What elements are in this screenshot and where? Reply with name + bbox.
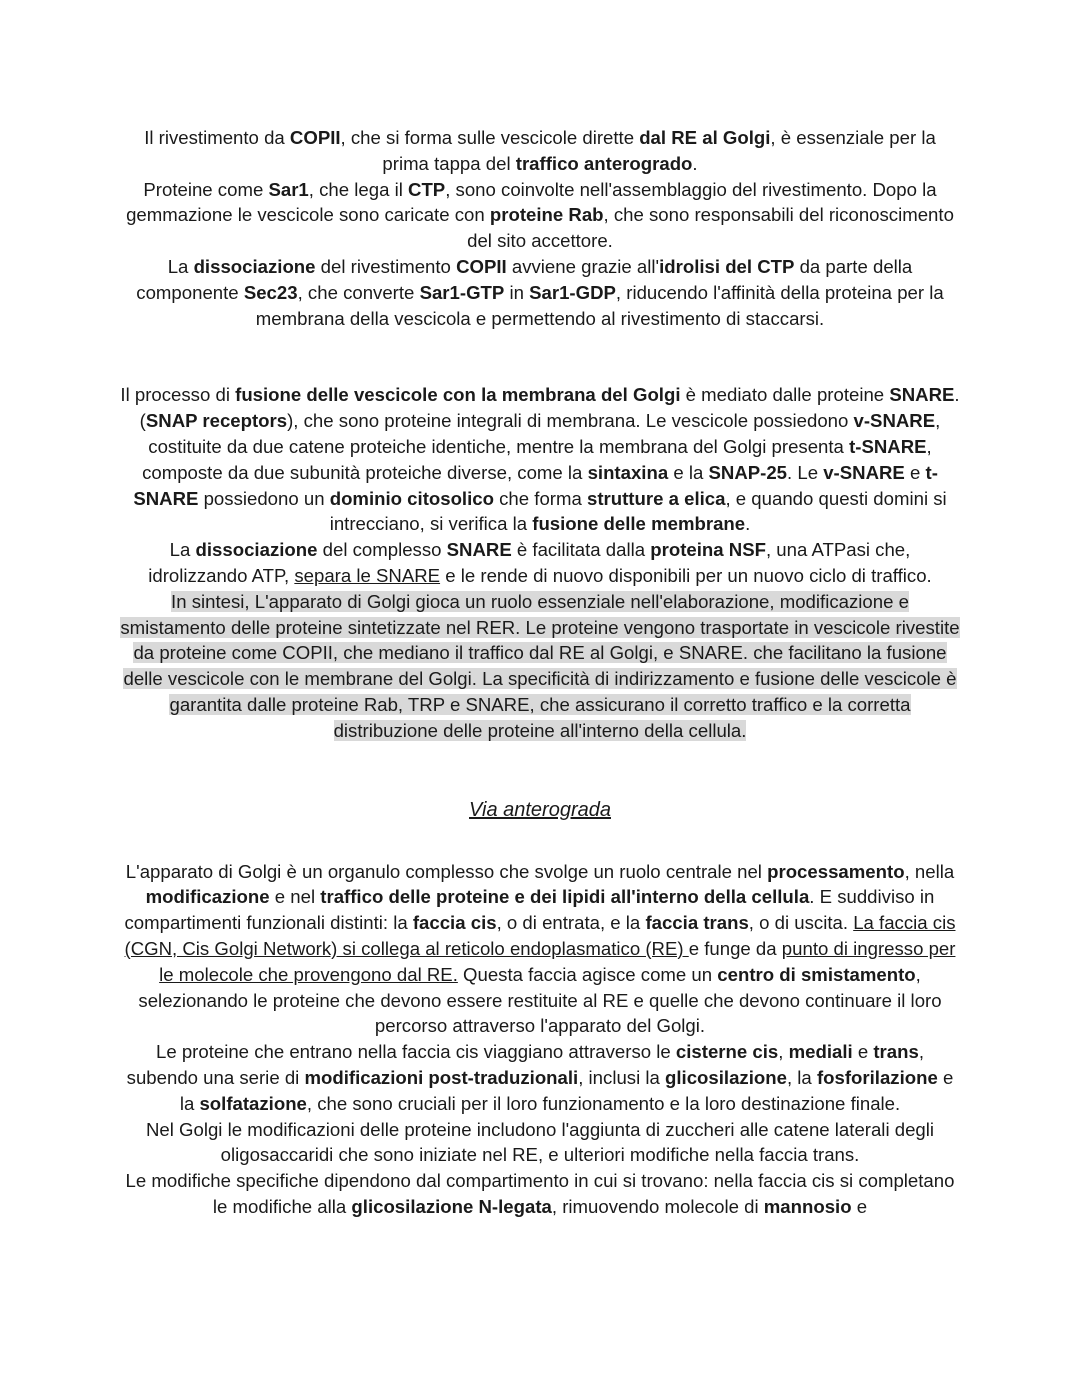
text-run: in <box>504 281 530 303</box>
section-heading: Via anterograda <box>469 798 611 821</box>
summary-paragraph <box>120 589 960 744</box>
text-run: è mediato dalle proteine <box>680 384 890 406</box>
bold-term: proteina NSF <box>650 539 766 561</box>
copii-dissociation-paragraph <box>120 254 960 331</box>
text-run: , che si forma sulle vescicole dirette <box>340 127 640 148</box>
bold-term: glicosilazione N-legata <box>351 1195 552 1217</box>
bold-term: COPII <box>456 255 507 277</box>
text-run: , o di entrata, e la <box>496 912 646 934</box>
text-run: e funge da <box>688 937 782 959</box>
text-run: è facilitata dalla <box>511 539 651 561</box>
text-run: , che sono responsabili del riconoscimento del sito accettore. <box>467 204 954 252</box>
text-run: . ( <box>139 384 960 432</box>
text-run: , che lega il <box>308 178 409 200</box>
bold-term: proteine Rab <box>489 204 604 226</box>
text-run: , costituite da due catene proteiche identiche, mentre la membrana del Golgi presenta <box>148 410 941 457</box>
bold-term: mannosio <box>763 1195 852 1217</box>
bold-term: Sar1-GTP <box>419 281 505 303</box>
text-run: , che converte <box>297 281 420 303</box>
bold-term: fusione delle vescicole con la membrana del Golgi <box>235 384 681 406</box>
text-run: L'apparato di Golgi è un organulo complesso che svolge un ruolo centrale nel <box>125 860 768 882</box>
text-run: , o di uscita. <box>748 912 854 934</box>
bold-term: traffico delle proteine e dei lipidi all'interno della cellula <box>320 886 810 908</box>
text-run: e <box>851 1195 868 1217</box>
spacer <box>120 331 960 382</box>
bold-term: modificazione <box>145 886 270 908</box>
bold-term: traffico anterogrado <box>515 152 693 174</box>
copii-coat-paragraph <box>120 125 960 177</box>
text-run: , <box>778 1041 789 1063</box>
bold-term: dal RE al Golgi <box>639 127 771 148</box>
text-run: Le modifiche specifiche dipendono dal compartimento in cui si trovano: nella faccia cis si completano le modifiche alla <box>125 1170 955 1217</box>
text-run: . <box>745 513 751 535</box>
underlined-text: La faccia cis (CGN, Cis Golgi Network) si collega al reticolo endoplasmatico (RE) <box>124 912 956 959</box>
bold-term: v-SNARE <box>853 410 936 432</box>
text-run: , riducendo l'affinità della proteina per la membrana della vescicola e permettendo al rivestimento di staccarsi. <box>255 281 944 329</box>
text-run: Il processo di <box>120 384 236 406</box>
bold-term: v-SNARE <box>823 461 905 483</box>
document-page <box>120 125 960 1220</box>
text-run: del rivestimento <box>315 255 457 277</box>
text-run: e nel <box>269 886 321 908</box>
bold-term: strutture a elica <box>586 487 726 509</box>
bold-term: dominio citosolico <box>329 487 494 509</box>
text-run: , che sono cruciali per il loro funzionamento e la loro destinazione finale. <box>306 1092 901 1114</box>
bold-term: processamento <box>767 860 905 882</box>
bold-term: Sar1-GDP <box>529 281 616 303</box>
bold-term: modificazioni post-traduzionali <box>304 1066 579 1088</box>
text-run: da parte della componente <box>136 255 913 303</box>
bold-term: fusione delle membrane <box>532 513 746 535</box>
golgi-overview-paragraph <box>120 859 960 1040</box>
text-run: Nel Golgi le modificazioni delle proteine includono l'aggiunta di zuccheri alle catene laterali degli oligosaccaridi che sono iniziate nel RE, e ulteriori modifiche nella faccia trans. <box>145 1118 935 1166</box>
bold-term: Sar1 <box>268 178 309 200</box>
bold-term: COPII <box>289 127 341 148</box>
bold-term: SNARE <box>889 384 955 406</box>
text-run: e <box>904 461 926 483</box>
bold-term: dissociazione <box>195 539 318 561</box>
text-run: e le rende di nuovo disponibili per un nuovo ciclo di traffico. <box>440 564 932 586</box>
text-run: del complesso <box>317 539 447 561</box>
text-run: e <box>852 1041 874 1063</box>
text-run: La <box>169 539 196 561</box>
text-run: . <box>692 152 698 174</box>
bold-term: faccia cis <box>412 912 497 934</box>
bold-term: dissociazione <box>193 255 316 277</box>
text-run: ), che sono proteine integrali di membrana. Le vescicole possiedono <box>287 410 854 432</box>
snare-fusion-paragraph <box>120 382 960 537</box>
text-run: , è essenziale per la prima tappa del <box>382 127 936 174</box>
underlined-text: punto di ingresso per le molecole che provengono dal RE. <box>159 937 956 985</box>
bold-term: faccia trans <box>645 912 749 934</box>
text-run: Proteine come <box>143 178 269 200</box>
snare-dissociation-paragraph <box>120 537 960 589</box>
bold-term: fosforilazione <box>816 1066 938 1088</box>
text-run: Il rivestimento da <box>144 127 290 148</box>
spacer <box>120 744 960 796</box>
text-run: . Le <box>787 461 824 483</box>
bold-term: centro di smistamento <box>717 963 916 985</box>
text-run: e la <box>179 1066 954 1114</box>
golgi-modifications-paragraph <box>120 1117 960 1169</box>
text-run: La <box>167 255 194 277</box>
text-run: , subendo una serie di <box>126 1041 924 1088</box>
spacer <box>120 824 960 859</box>
text-run: , inclusi la <box>578 1066 666 1088</box>
cis-face-modifications-paragraph <box>120 1168 960 1220</box>
text-run: e la <box>668 461 709 483</box>
text-run: . E suddiviso in compartimenti funzionali distinti: la <box>124 886 935 934</box>
text-run: , composte da due subunità proteiche diverse, come la <box>142 435 932 483</box>
bold-term: CTP <box>408 178 446 200</box>
text-run: , e quando questi domini si intrecciano, si verifica la <box>329 487 947 535</box>
summary-highlight: In sintesi, L'apparato di Golgi gioca un ruolo essenziale nell'elaborazione, modificazione e smistamento delle proteine sintetizzate nel RER. Le proteine vengono trasportate in vescicole rivestite da proteine come COPII, che mediano il traffico dal RE al Golgi, e SNARE. che facilitano la fusione delle vescicole con le membrane del Golgi. La specificità di indirizzamento e fusione delle vescicole è garantita dalle proteine Rab, TRP e SNARE, che assicurano il corretto traffico e la corretta distribuzione delle proteine all'interno della cellula. <box>120 590 960 741</box>
text-run: possiedono un <box>198 487 330 509</box>
sar1-paragraph <box>120 177 960 254</box>
text-run: , rimuovendo molecole di <box>551 1195 764 1217</box>
bold-term: t-SNARE <box>133 461 938 509</box>
text-run: , selezionando le proteine che devono essere restituite al RE e quelle che devono continuare il loro percorso attraverso l'apparato del Golgi. <box>138 963 942 1037</box>
bold-term: trans <box>873 1041 919 1063</box>
bold-term: Sec23 <box>243 281 298 303</box>
text-run: , una ATPasi che, idrolizzando ATP, <box>148 539 911 586</box>
text-run: Questa faccia agisce come un <box>457 963 718 985</box>
bold-term: SNAP receptors <box>145 410 288 432</box>
text-run: , nella <box>904 860 955 882</box>
bold-term: solfatazione <box>199 1092 307 1114</box>
text-run: avviene grazie all' <box>506 255 660 277</box>
underlined-text: separa le SNARE <box>294 564 441 586</box>
cisterns-paragraph <box>120 1039 960 1116</box>
bold-term: t-SNARE <box>849 435 927 457</box>
text-run: , sono coinvolte nell'assemblaggio del rivestimento. Dopo la gemmazione le vescicole sono caricate con <box>126 178 937 226</box>
bold-term: mediali <box>788 1041 853 1063</box>
bold-term: SNARE <box>446 539 512 561</box>
bold-term: idrolisi del CTP <box>659 255 795 277</box>
text-run: , la <box>786 1066 817 1088</box>
text-run: che forma <box>493 487 587 509</box>
text-run: Le proteine che entrano nella faccia cis viaggiano attraverso le <box>155 1041 676 1063</box>
bold-term: glicosilazione <box>665 1066 787 1088</box>
bold-term: cisterne cis <box>675 1041 779 1063</box>
bold-term: sintaxina <box>587 461 669 483</box>
bold-term: SNAP-25 <box>708 461 788 483</box>
